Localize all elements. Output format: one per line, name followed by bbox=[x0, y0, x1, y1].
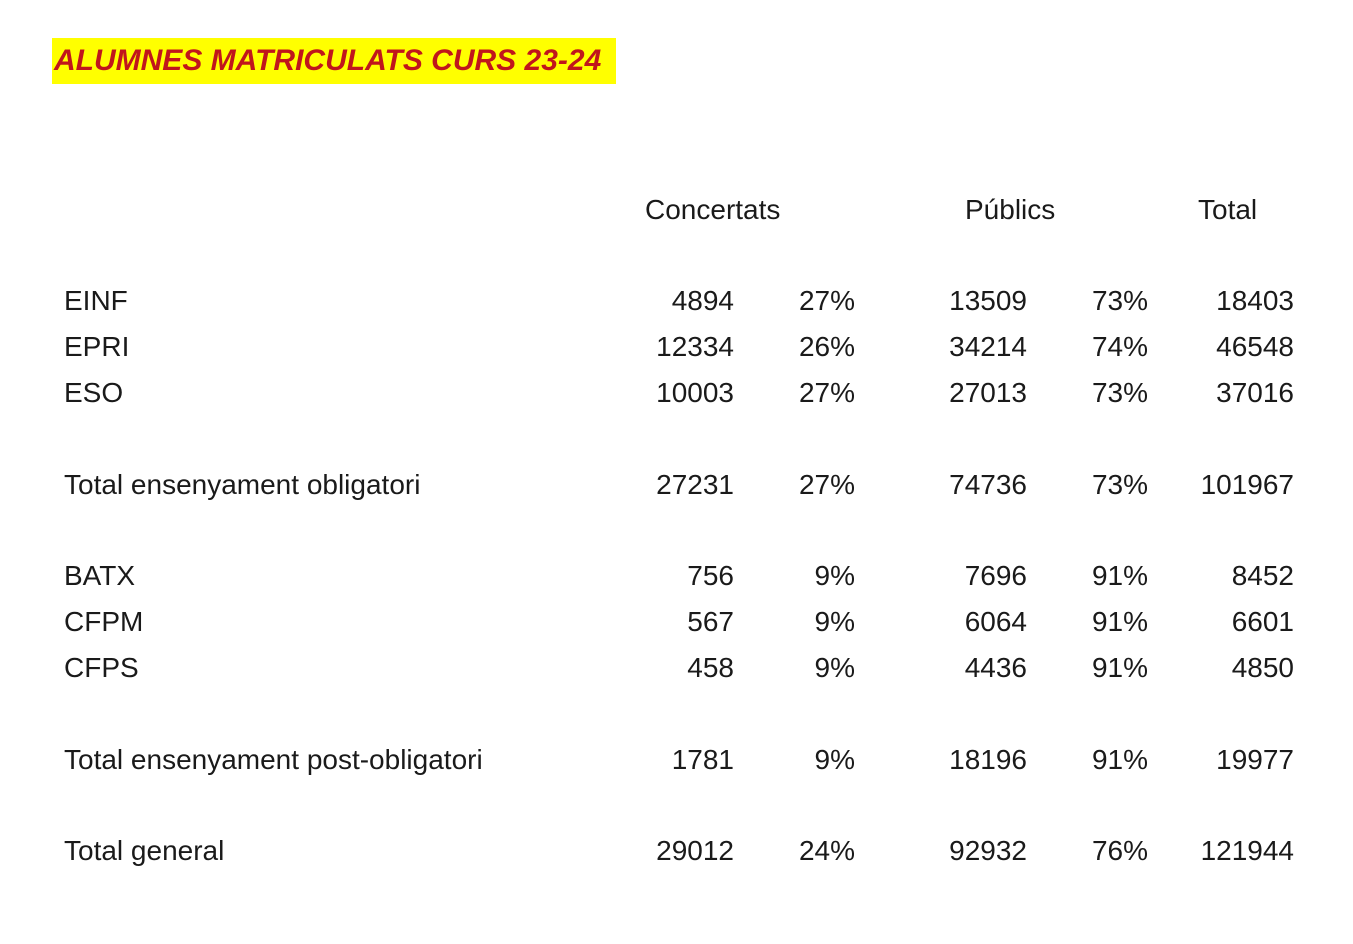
total-value: 46548 bbox=[1216, 331, 1294, 362]
table-row-batx bbox=[0, 556, 1353, 596]
concertats-value: 1781 bbox=[671, 744, 734, 775]
publics-value: 92932 bbox=[949, 835, 1027, 866]
concertats-value: 567 bbox=[687, 606, 734, 637]
concertats-percent: 9% bbox=[814, 606, 855, 637]
publics-percent: 73% bbox=[1091, 285, 1148, 316]
header-total: Total bbox=[1198, 194, 1258, 225]
concertats-percent: 9% bbox=[814, 560, 855, 591]
total-value: 19977 bbox=[1216, 744, 1294, 775]
total-value: 6601 bbox=[1231, 606, 1294, 637]
concertats-percent: 9% bbox=[814, 744, 855, 775]
publics-value: 27013 bbox=[949, 377, 1027, 408]
concertats-value: 4894 bbox=[671, 285, 734, 316]
publics-value: 6064 bbox=[964, 606, 1027, 637]
publics-value: 34214 bbox=[949, 331, 1027, 362]
publics-value: 7696 bbox=[964, 560, 1027, 591]
row-label: EPRI bbox=[64, 331, 130, 362]
total-value: 121944 bbox=[1200, 835, 1294, 866]
table-row-cfps bbox=[0, 648, 1353, 688]
row-label: BATX bbox=[64, 560, 136, 591]
concertats-percent: 27% bbox=[798, 469, 855, 500]
publics-value: 18196 bbox=[949, 744, 1027, 775]
concertats-value: 12334 bbox=[656, 331, 734, 362]
total-value: 101967 bbox=[1200, 469, 1294, 500]
table-row-eso bbox=[0, 373, 1353, 413]
publics-percent: 91% bbox=[1091, 652, 1148, 683]
concertats-percent: 9% bbox=[814, 652, 855, 683]
publics-percent: 73% bbox=[1091, 377, 1148, 408]
publics-value: 4436 bbox=[964, 652, 1027, 683]
publics-value: 13509 bbox=[949, 285, 1027, 316]
row-label: EINF bbox=[64, 285, 128, 316]
publics-value: 74736 bbox=[949, 469, 1027, 500]
publics-percent: 73% bbox=[1091, 469, 1148, 500]
total-value: 8452 bbox=[1231, 560, 1294, 591]
concertats-value: 29012 bbox=[656, 835, 734, 866]
publics-percent: 91% bbox=[1091, 606, 1148, 637]
concertats-percent: 24% bbox=[798, 835, 855, 866]
row-label: CFPM bbox=[64, 606, 144, 637]
concertats-value: 756 bbox=[687, 560, 734, 591]
table-row-cfpm bbox=[0, 602, 1353, 642]
row-label: ESO bbox=[64, 377, 124, 408]
page-title: ALUMNES MATRICULATS CURS 23-24 bbox=[52, 38, 616, 84]
table-row-total-general bbox=[0, 831, 1353, 871]
concertats-percent: 27% bbox=[798, 377, 855, 408]
total-value: 18403 bbox=[1216, 285, 1294, 316]
total-value: 4850 bbox=[1231, 652, 1294, 683]
table-row-einf bbox=[0, 281, 1353, 321]
publics-percent: 91% bbox=[1091, 560, 1148, 591]
total-value: 37016 bbox=[1216, 377, 1294, 408]
header-publics: Públics bbox=[965, 194, 1056, 225]
concertats-percent: 27% bbox=[798, 285, 855, 316]
publics-percent: 91% bbox=[1091, 744, 1148, 775]
table-row-total-obligatori bbox=[0, 465, 1353, 505]
concertats-value: 27231 bbox=[656, 469, 734, 500]
row-label: Total ensenyament post-obligatori bbox=[64, 744, 483, 775]
publics-percent: 74% bbox=[1091, 331, 1148, 362]
row-label: CFPS bbox=[64, 652, 139, 683]
table-row-total-post-obligatori bbox=[0, 740, 1353, 780]
concertats-percent: 26% bbox=[798, 331, 855, 362]
concertats-value: 10003 bbox=[656, 377, 734, 408]
concertats-value: 458 bbox=[687, 652, 734, 683]
publics-percent: 76% bbox=[1091, 835, 1148, 866]
table-row-epri bbox=[0, 327, 1353, 367]
row-label: Total general bbox=[64, 835, 225, 866]
header-concertats: Concertats bbox=[645, 194, 781, 225]
row-label: Total ensenyament obligatori bbox=[64, 469, 421, 500]
